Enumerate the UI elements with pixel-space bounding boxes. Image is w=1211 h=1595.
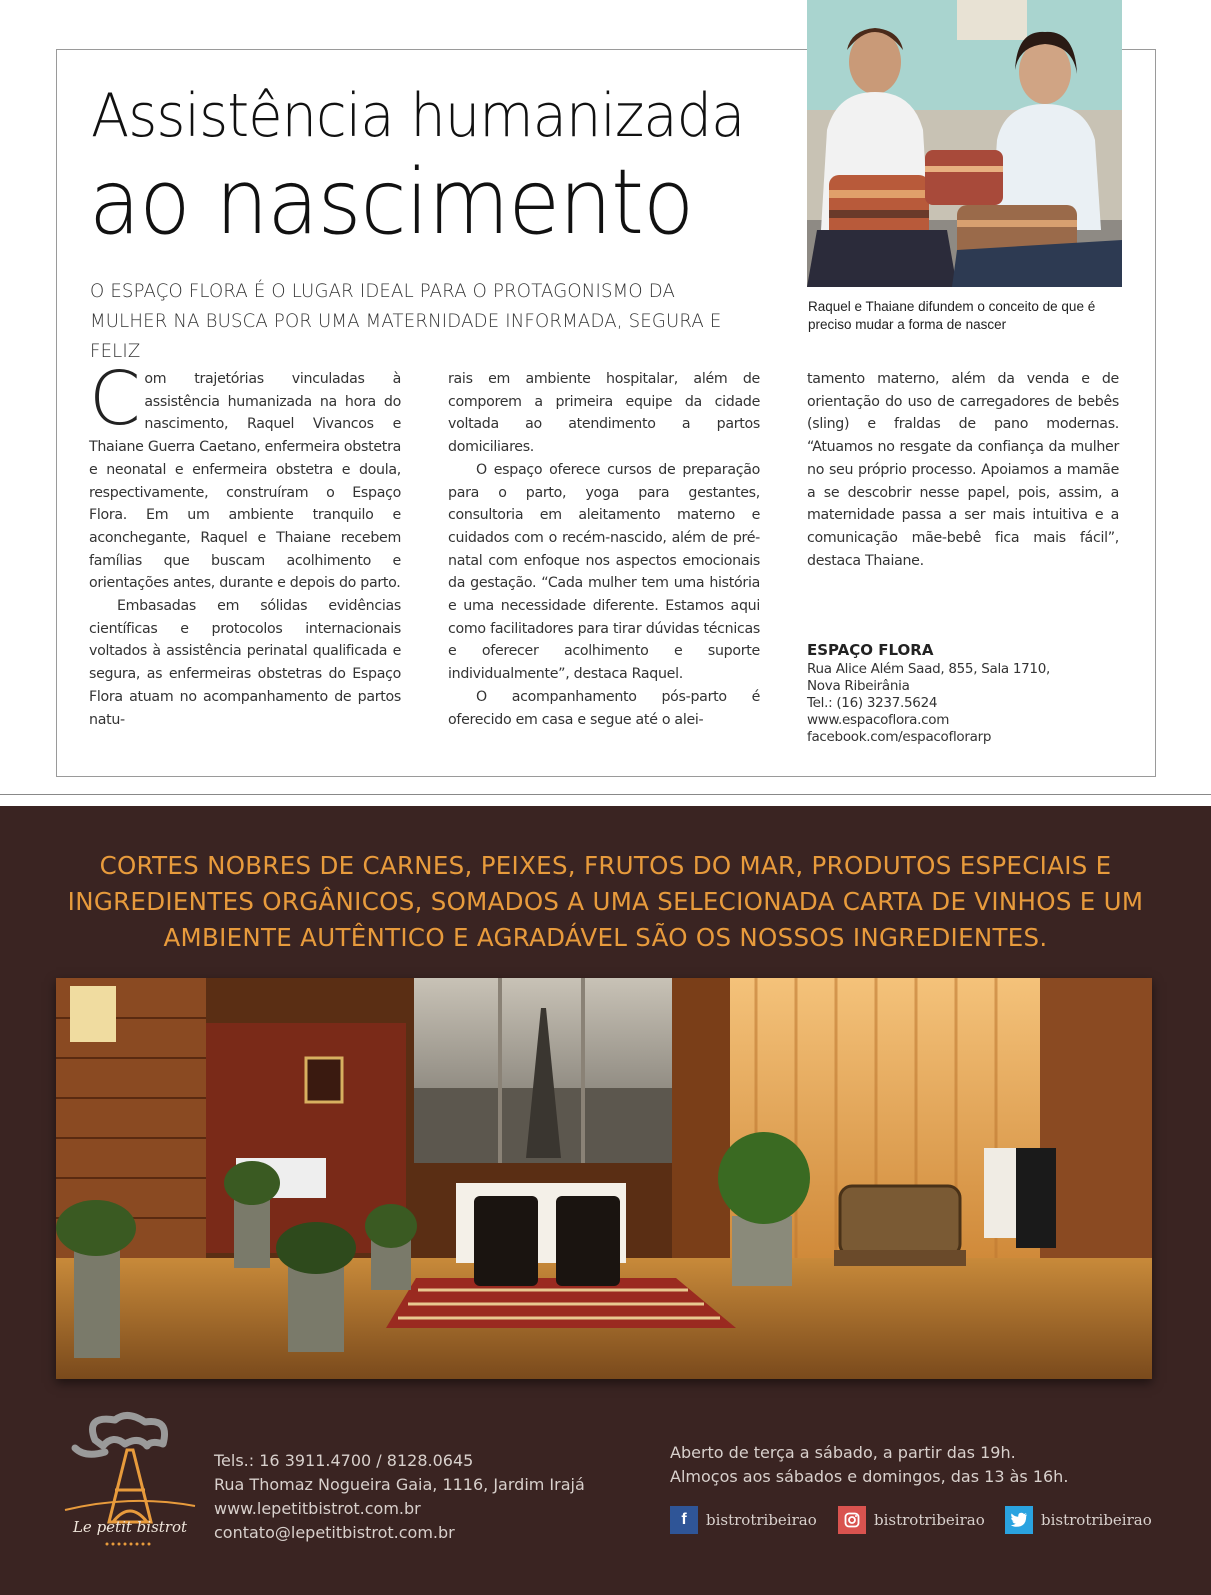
article-subtitle: O ESPAÇO FLORA É O LUGAR IDEAL PARA O PROTAGONISMO DA MULHER NA BUSCA POR UMA MATERNIDADE INFORMADA, SEGURA E FELIZ (90, 280, 722, 362)
article-title-line1: Assistência humanizada (91, 81, 745, 151)
facebook-handle: bistrotribeirao (706, 1511, 817, 1529)
bistrot-logo-icon (55, 1410, 205, 1550)
contact-facebook-link[interactable]: facebook.com/espacoflorarp (807, 729, 992, 745)
photo-caption: Raquel e Thaiane difundem o conceito de que é preciso mudar a forma de nascer (808, 299, 1096, 332)
hours-dinner: Aberto de terça a sábado, a partir das 19h. (670, 1443, 1016, 1462)
instagram-icon (838, 1506, 866, 1534)
article-column-2 (448, 368, 760, 731)
instagram-handle: bistrotribeirao (874, 1511, 985, 1529)
social-twitter-link[interactable] (1005, 1506, 1152, 1534)
twitter-icon (1005, 1506, 1033, 1534)
restaurant-photo-illustration (56, 978, 1152, 1379)
facebook-icon: f (670, 1506, 698, 1534)
paragraph: om trajetórias vinculadas à assistência humanizada na hora do nascimento, Raquel Vivancos e Thaiane Guerra Caetano, enfermeira obstetra e neonatal e enfermeira obstetra e doula, respectivamente, construíram o Espaço Flora. Em um ambiente tranquilo e aconchegante, Raquel e Thaiane recebem famílias que buscam acolhimento e orientações antes, durante e depois do parto. (89, 371, 401, 592)
bistrot-hours (670, 1441, 1068, 1489)
drop-cap: C (89, 356, 141, 442)
paragraph: O espaço oferece cursos de preparação para o parto, yoga para gestantes, consultoria em aleitamento materno e cuidados com o recém-nascido, além de pré-natal com enfoque nos aspectos emocionais da gestação. “Cada mulher tem uma história e uma necessidade diferente. Estamos aqui como facilitadores para tirar dúvidas técnicas e oferecer acolhimento e suporte individualmente”, destaca Raquel. (448, 461, 760, 683)
bistrot-contact (214, 1449, 585, 1545)
article-column-1 (89, 356, 401, 731)
social-instagram-link[interactable] (838, 1506, 985, 1534)
paragraph: O acompanhamento pós-parto é oferecido em casa e segue até o alei- (448, 688, 760, 728)
contact-phone: Tel.: (16) 3237.5624 (807, 695, 938, 711)
contact-neighborhood: Nova Ribeirânia (807, 678, 910, 694)
nurses-photo-illustration (807, 0, 1122, 287)
bistrot-website-link[interactable]: www.lepetitbistrot.com.br (214, 1499, 421, 1518)
section-divider (0, 794, 1211, 795)
article-title-line2: ao nascimento (89, 150, 694, 255)
contact-address: Rua Alice Além Saad, 855, Sala 1710, (807, 661, 1051, 677)
paragraph: rais em ambiente hospitalar, além de comporem a primeira equipe da cidade voltada ao atendimento a partos domiciliares. (448, 371, 760, 456)
logo-wordmark: Le petit bistrot (72, 1518, 188, 1536)
social-facebook-link[interactable] (670, 1506, 817, 1534)
hours-lunch: Almoços aos sábados e domingos, das 13 às 16h. (670, 1467, 1069, 1486)
paragraph: tamento materno, além da venda e de orientação do uso de carregadores de bebês (sling) e fraldas de pano modernas. “Atuamos no resgate da confiança da mulher no seu próprio processo. Apoiamos a mamãe a se descobrir nesse papel, pois, assim, a maternidade passa a ser mais intuitiva e a comunicação mãe-bebê fica mais fácil”, destaca Thaiane. (807, 371, 1119, 569)
nurses-photo (807, 0, 1122, 287)
ad-headline: CORTES NOBRES DE CARNES, PEIXES, FRUTOS DO MAR, PRODUTOS ESPECIAIS E INGREDIENTES ORGÂNICOS, SOMADOS A UMA SELECIONADA CARTA DE VINHOS E UM AMBIENTE AUTÊNTICO E AGRADÁVEL SÃO OS NOSSOS INGREDIENTES. (67, 851, 1144, 952)
article-column-3 (807, 368, 1119, 572)
restaurant-photo (56, 978, 1152, 1379)
le-petit-bistrot-logo (55, 1410, 205, 1550)
bistrot-email-link[interactable]: contato@lepetitbistrot.com.br (214, 1523, 455, 1542)
espaco-flora-contact (807, 642, 1127, 746)
bistrot-phones: Tels.: 16 3911.4700 / 8128.0645 (214, 1451, 474, 1470)
paragraph: Embasadas em sólidas evidências científicas e protocolos internacionais voltados à assistência perinatal qualificada e segura, as enfermeiras obstetras do Espaço Flora atuam no acompanhamento de partos natu- (89, 598, 401, 728)
contact-website-link[interactable]: www.espacoflora.com (807, 712, 950, 728)
contact-name: ESPAÇO FLORA (807, 641, 934, 659)
bistrot-address: Rua Thomaz Nogueira Gaia, 1116, Jardim Irajá (214, 1475, 585, 1494)
twitter-handle: bistrotribeirao (1041, 1511, 1152, 1529)
